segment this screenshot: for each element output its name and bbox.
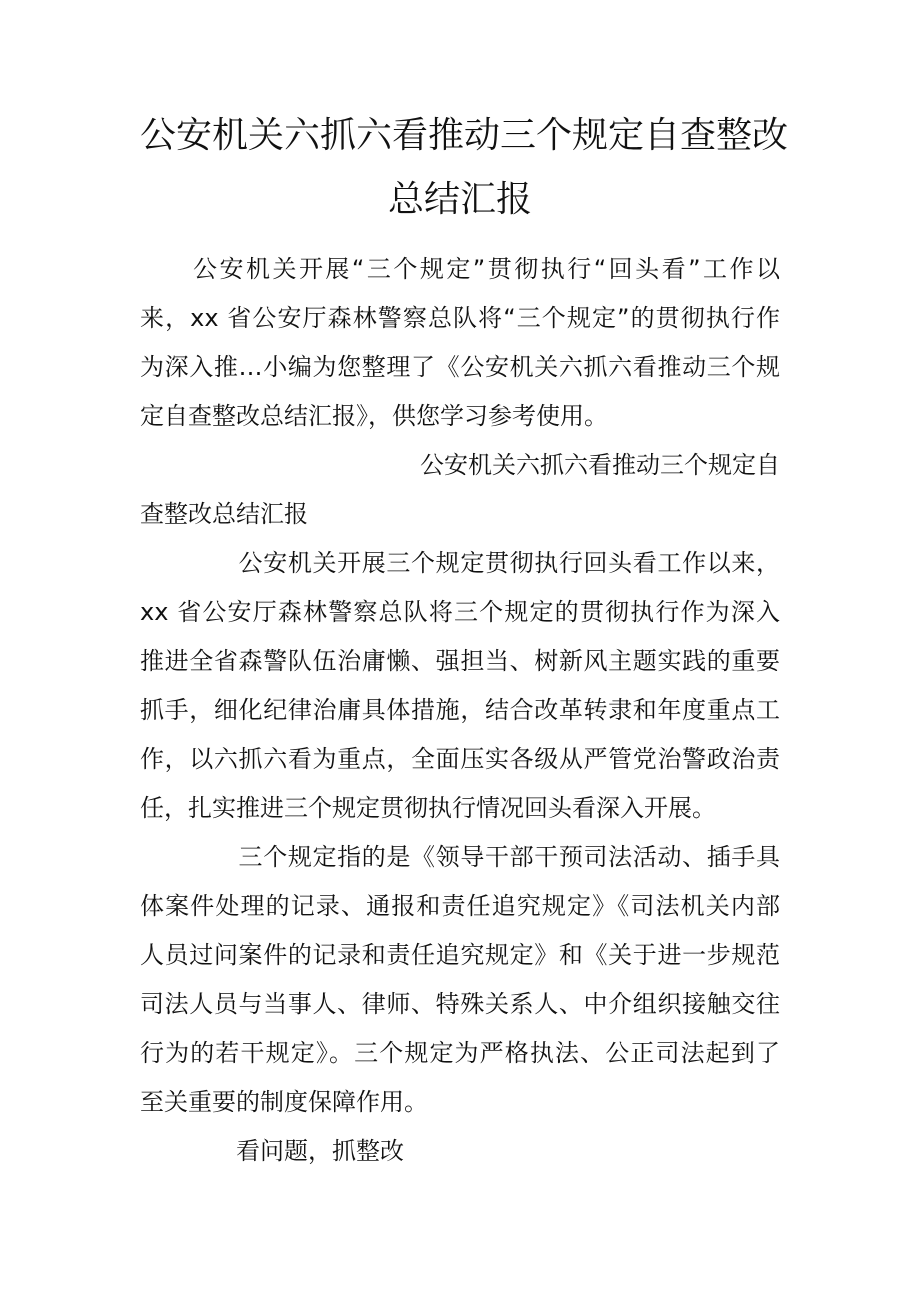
paragraph-1-line: 公安机关开展三个规定贯彻执行回头看工作以来， [140,549,780,577]
paragraph-1-line: xx 省公安厅森林警察总队将三个规定的贯彻执行作为深入 [140,598,780,626]
paragraph-1-line: 抓手，细化纪律治庸具体措施，结合改革转隶和年度重点工 [140,696,780,724]
paragraph-2-line: 人员过问案件的记录和责任追究规定》和《关于进一步规范 [140,941,780,969]
intro-line: 公安机关开展“三个规定”贯彻执行“回头看”工作以 [140,255,780,283]
paragraph-2-line: 行为的若干规定》。三个规定为严格执法、公正司法起到了 [140,1039,780,1067]
paragraph-2-line: 至关重要的制度保障作用。 [140,1088,428,1116]
intro-line: 定自查整改总结汇报》，供您学习参考使用。 [140,402,608,430]
section-heading: 看问题，抓整改 [140,1137,404,1165]
paragraph-1-line: 作，以六抓六看为重点，全面压实各级从严管党治警政治责 [140,745,780,773]
paragraph-2-line: 司法人员与当事人、律师、特殊关系人、中介组织接触交往 [140,990,780,1018]
paragraph-1-line: 任，扎实推进三个规定贯彻执行情况回头看深入开展。 [140,794,716,822]
document-title-line-2: 总结汇报 [387,179,532,220]
intro-line: 为深入推…小编为您整理了《公安机关六抓六看推动三个规 [140,353,780,381]
intro-line: 来，xx 省公安厅森林警察总队将“三个规定”的贯彻执行作 [140,304,780,332]
paragraph-2-line: 体案件处理的记录、通报和责任追究规定》《司法机关内部 [140,892,780,920]
paragraph-2-line: 三个规定指的是《领导干部干预司法活动、插手具 [140,843,780,871]
document-title-line-1: 公安机关六抓六看推动三个规定自查整改 [140,115,789,156]
subtitle-line-2: 查整改总结汇报 [140,500,308,528]
paragraph-1-line: 推进全省森警队伍治庸懒、强担当、树新风主题实践的重要 [140,647,780,675]
subtitle-line-1: 公安机关六抓六看推动三个规定自 [420,451,780,479]
